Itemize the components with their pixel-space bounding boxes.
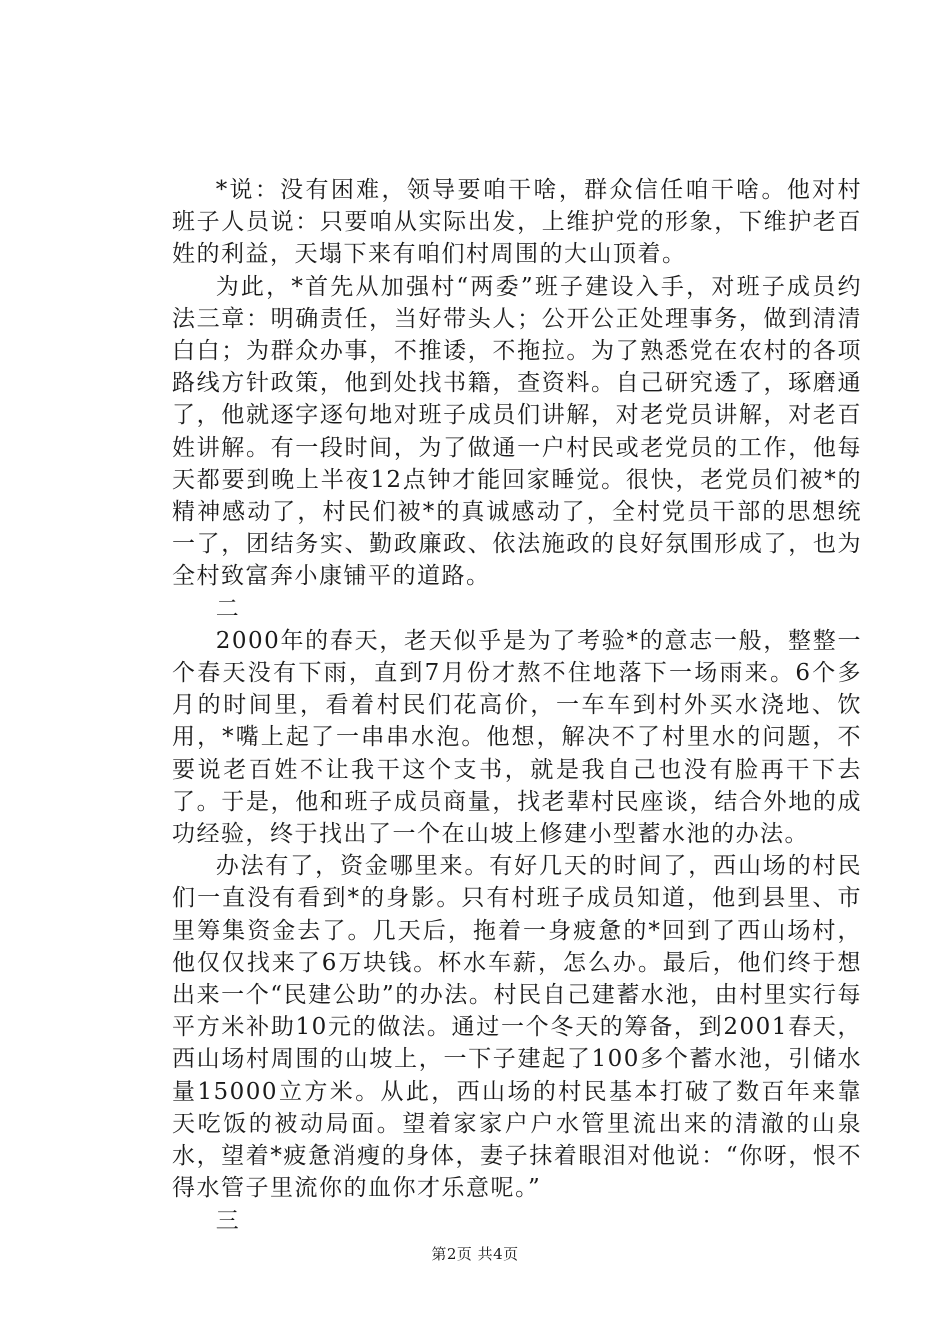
paragraph-1: *说：没有困难，领导要咱干啥，群众信任咱干啥。他对村班子人员说：只要咱从实际出发，上维护党的形象，下维护老百姓的利益，天塌下来有咱们村周围的大山顶着。 <box>172 177 862 268</box>
section-heading-3: 三 <box>215 1207 241 1234</box>
page-number-footer: 第2页 共4页 <box>431 1245 519 1263</box>
paragraph-3: 2000年的春天，老天似乎是为了考验*的意志一般，整整一个春天没有下雨，直到7月份才熬不住地落下一场雨来。6个多月的时间里，看着村民们花高价，一车车到村外买水浇地、饮用，*嘴上起了一串串水泡。他想，解决不了村里水的问题，不要说老百姓不让我干这个支书，就是我自己也没有脸再干下去了。于是，他和班子成员商量，找老辈村民座谈，结合外地的成功经验，终于找出了一个在山坡上修建小型蓄水池的办法。 <box>172 627 862 848</box>
paragraph-4: 办法有了，资金哪里来。有好几天的时间了，西山场的村民们一直没有看到*的身影。只有村班子成员知道，他到县里、市里筹集资金去了。几天后，拖着一身疲惫的*回到了西山场村，他仅仅找来了6万块钱。杯水车薪，怎么办。最后，他们终于想出来一个“民建公助”的办法。村民自己建蓄水池，由村里实行每平方米补助10元的做法。通过一个冬天的筹备，到2001春天，西山场村周围的山坡上，一下子建起了100多个蓄水池，引储水量15000立方米。从此，西山场的村民基本打破了数百年来靠天吃饭的被动局面。望着家家户户水管里流出来的清澈的山泉水，望着*疲惫消瘦的身体，妻子抹着眼泪对他说：“你呀，恨不得水管子里流你的血你才乐意呢。” <box>172 853 862 1202</box>
section-heading-2: 二 <box>215 595 241 622</box>
paragraph-2: 为此，*首先从加强村“两委”班子建设入手，对班子成员约法三章：明确责任，当好带头人；公开公正处理事务，做到清清白白；为群众办事，不推诿，不拖拉。为了熟悉党在农村的各项路线方针政策，他到处找书籍，查资料。自己研究透了，琢磨通了，他就逐字逐句地对班子成员们讲解，对老党员讲解，对老百姓讲解。有一段时间，为了做通一户村民或老党员的工作，他每天都要到晚上半夜12点钟才能回家睡觉。很快，老党员们被*的精神感动了，村民们被*的真诚感动了，全村党员干部的思想统一了，团结务实、勤政廉政、依法施政的良好氛围形成了，也为全村致富奔小康铺平的道路。 <box>172 273 862 590</box>
document-body <box>172 174 862 1237</box>
